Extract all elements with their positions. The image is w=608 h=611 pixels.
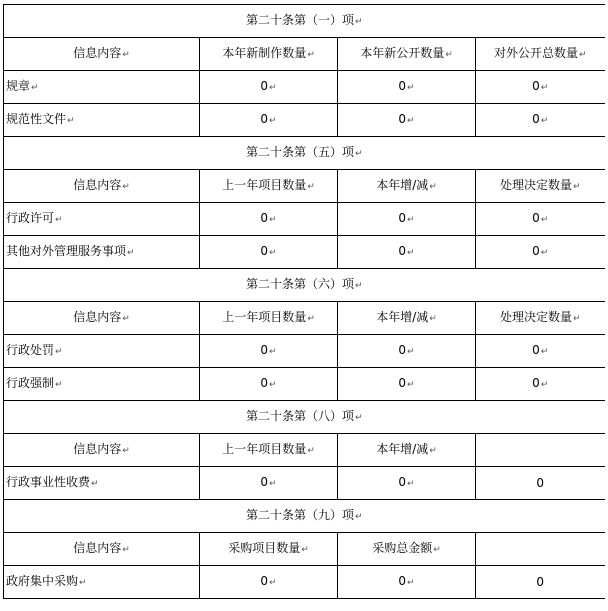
column-header bbox=[200, 533, 338, 566]
table-row bbox=[4, 104, 605, 137]
paragraph-mark-icon: ↵ bbox=[407, 380, 415, 390]
paragraph-mark-icon: ↵ bbox=[407, 83, 415, 93]
column-header bbox=[4, 302, 200, 335]
paragraph-mark-icon: ↵ bbox=[79, 578, 87, 588]
column-header-text: 处理决定数量 bbox=[499, 310, 572, 324]
paragraph-mark-icon: ↵ bbox=[269, 83, 277, 93]
paragraph-mark-icon: ↵ bbox=[578, 50, 587, 60]
paragraph-mark-icon: ↵ bbox=[354, 281, 363, 291]
paragraph-mark-icon: ↵ bbox=[407, 116, 415, 126]
paragraph-mark-icon: ↵ bbox=[540, 248, 549, 258]
column-header bbox=[200, 302, 338, 335]
cell-value bbox=[200, 566, 338, 599]
paragraph-mark-icon: ↵ bbox=[407, 347, 415, 357]
cell-value-text: 0 bbox=[532, 376, 540, 390]
column-header-text: 本年新公开数量 bbox=[360, 46, 445, 60]
section-title-row bbox=[4, 500, 605, 533]
row-label bbox=[4, 71, 200, 104]
cell-value-text: 0 bbox=[398, 376, 407, 390]
table-row bbox=[4, 335, 605, 368]
row-label bbox=[4, 236, 200, 269]
paragraph-mark-icon: ↵ bbox=[354, 413, 363, 423]
cell-value-text: 0 bbox=[260, 343, 269, 357]
cell-value bbox=[200, 236, 338, 269]
paragraph-mark-icon: ↵ bbox=[307, 314, 315, 324]
paragraph-mark-icon: ↵ bbox=[122, 314, 130, 324]
column-header-text: 本年增/减 bbox=[376, 442, 429, 456]
disclosure-document bbox=[3, 4, 605, 599]
paragraph-mark-icon: ↵ bbox=[307, 182, 315, 192]
column-header bbox=[476, 533, 605, 566]
table-row bbox=[4, 467, 605, 500]
column-header bbox=[200, 38, 338, 71]
paragraph-mark-icon: ↵ bbox=[540, 215, 549, 225]
row-label-text: 规范性文件 bbox=[6, 112, 67, 126]
paragraph-mark-icon: ↵ bbox=[301, 545, 309, 555]
section-title-row bbox=[4, 137, 605, 170]
column-header-text: 本年增/减 bbox=[376, 310, 429, 324]
paragraph-mark-icon: ↵ bbox=[127, 248, 135, 258]
column-header bbox=[338, 38, 476, 71]
column-header-text: 信息内容 bbox=[73, 178, 122, 192]
cell-value-text: 0 bbox=[536, 575, 545, 589]
paragraph-mark-icon: ↵ bbox=[122, 182, 130, 192]
section-title bbox=[4, 500, 605, 533]
section-title bbox=[4, 137, 605, 170]
paragraph-mark-icon: ↵ bbox=[269, 578, 277, 588]
table-row bbox=[4, 566, 605, 599]
paragraph-mark-icon: ↵ bbox=[572, 314, 581, 324]
column-header-text: 信息内容 bbox=[73, 541, 122, 555]
paragraph-mark-icon: ↵ bbox=[307, 446, 315, 456]
table-row bbox=[4, 368, 605, 401]
column-header-row bbox=[4, 38, 605, 71]
row-label-text: 其他对外管理服务事项 bbox=[6, 244, 127, 258]
paragraph-mark-icon: ↵ bbox=[540, 380, 549, 390]
column-header bbox=[4, 38, 200, 71]
cell-value-text: 0 bbox=[260, 376, 269, 390]
column-header bbox=[476, 302, 605, 335]
paragraph-mark-icon: ↵ bbox=[445, 50, 453, 60]
paragraph-mark-icon: ↵ bbox=[407, 578, 415, 588]
column-header-row bbox=[4, 302, 605, 335]
paragraph-mark-icon: ↵ bbox=[540, 83, 549, 93]
row-label bbox=[4, 368, 200, 401]
section-title-text: 第二十条第（六）项 bbox=[245, 277, 354, 291]
table-row bbox=[4, 236, 605, 269]
column-header-row bbox=[4, 434, 605, 467]
cell-value bbox=[338, 467, 476, 500]
paragraph-mark-icon: ↵ bbox=[433, 545, 441, 555]
paragraph-mark-icon: ↵ bbox=[572, 182, 581, 192]
cell-value-text: 0 bbox=[532, 343, 540, 357]
cell-value bbox=[338, 335, 476, 368]
section-title bbox=[4, 269, 605, 302]
column-header bbox=[476, 170, 605, 203]
paragraph-mark-icon: ↵ bbox=[354, 149, 363, 159]
paragraph-mark-icon: ↵ bbox=[407, 479, 415, 489]
column-header bbox=[338, 434, 476, 467]
column-header bbox=[4, 170, 200, 203]
row-label bbox=[4, 203, 200, 236]
cell-value bbox=[476, 203, 605, 236]
cell-value-text: 0 bbox=[398, 244, 407, 258]
cell-value bbox=[476, 236, 605, 269]
section-title bbox=[4, 401, 605, 434]
paragraph-mark-icon: ↵ bbox=[269, 248, 277, 258]
row-label-text: 政府集中采购 bbox=[6, 574, 79, 588]
cell-value-text: 0 bbox=[398, 211, 407, 225]
cell-value bbox=[476, 467, 605, 500]
paragraph-mark-icon: ↵ bbox=[122, 446, 130, 456]
cell-value bbox=[200, 368, 338, 401]
paragraph-mark-icon: ↵ bbox=[540, 347, 549, 357]
cell-value-text: 0 bbox=[532, 112, 540, 126]
cell-value-text: 0 bbox=[260, 112, 269, 126]
column-header-text: 本年增/减 bbox=[376, 178, 429, 192]
paragraph-mark-icon: ↵ bbox=[407, 248, 415, 258]
cell-value bbox=[338, 71, 476, 104]
row-label-text: 行政事业性收费 bbox=[6, 475, 91, 489]
paragraph-mark-icon: ↵ bbox=[429, 314, 437, 324]
cell-value-text: 0 bbox=[532, 79, 540, 93]
section-title-row bbox=[4, 401, 605, 434]
column-header-text: 上一年项目数量 bbox=[222, 442, 307, 456]
column-header-text: 本年新制作数量 bbox=[222, 46, 307, 60]
paragraph-mark-icon: ↵ bbox=[269, 380, 277, 390]
cell-value bbox=[200, 104, 338, 137]
section-title-text: 第二十条第（五）项 bbox=[245, 145, 354, 159]
column-header bbox=[476, 434, 605, 467]
cell-value bbox=[476, 566, 605, 599]
cell-value bbox=[200, 467, 338, 500]
column-header bbox=[200, 434, 338, 467]
paragraph-mark-icon: ↵ bbox=[31, 83, 39, 93]
paragraph-mark-icon: ↵ bbox=[429, 446, 437, 456]
column-header-text: 信息内容 bbox=[73, 442, 122, 456]
cell-value-text: 0 bbox=[398, 112, 407, 126]
row-label bbox=[4, 335, 200, 368]
cell-value-text: 0 bbox=[260, 79, 269, 93]
cell-value bbox=[476, 71, 605, 104]
column-header-text: 处理决定数量 bbox=[499, 178, 572, 192]
row-label-text: 行政强制 bbox=[6, 376, 55, 390]
paragraph-mark-icon: ↵ bbox=[269, 116, 277, 126]
column-header bbox=[476, 38, 605, 71]
column-header-text: 采购项目数量 bbox=[228, 541, 301, 555]
column-header-text: 对外公开总数量 bbox=[493, 46, 578, 60]
cell-value bbox=[476, 368, 605, 401]
column-header-text: 信息内容 bbox=[73, 310, 122, 324]
column-header bbox=[4, 434, 200, 467]
paragraph-mark-icon: ↵ bbox=[407, 215, 415, 225]
cell-value-text: 0 bbox=[398, 574, 407, 588]
cell-value-text: 0 bbox=[398, 79, 407, 93]
cell-value bbox=[338, 368, 476, 401]
cell-value bbox=[200, 203, 338, 236]
column-header bbox=[4, 533, 200, 566]
section-title-text: 第二十条第（一）项 bbox=[245, 13, 354, 27]
table-row bbox=[4, 203, 605, 236]
cell-value-text: 0 bbox=[398, 475, 407, 489]
column-header bbox=[338, 533, 476, 566]
cell-value bbox=[200, 335, 338, 368]
row-label-text: 行政许可 bbox=[6, 211, 55, 225]
column-header-text: 采购总金额 bbox=[372, 541, 433, 555]
column-header bbox=[338, 302, 476, 335]
column-header-row bbox=[4, 170, 605, 203]
column-header-text: 上一年项目数量 bbox=[222, 310, 307, 324]
cell-value bbox=[338, 203, 476, 236]
cell-value-text: 0 bbox=[532, 244, 540, 258]
paragraph-mark-icon: ↵ bbox=[55, 215, 63, 225]
cell-value bbox=[476, 104, 605, 137]
paragraph-mark-icon: ↵ bbox=[429, 182, 437, 192]
section-title bbox=[4, 5, 605, 38]
cell-value-text: 0 bbox=[260, 211, 269, 225]
section-title-text: 第二十条第（九）项 bbox=[245, 508, 354, 522]
cell-value-text: 0 bbox=[536, 476, 545, 490]
column-header-text: 信息内容 bbox=[73, 46, 122, 60]
paragraph-mark-icon: ↵ bbox=[67, 116, 75, 126]
paragraph-mark-icon: ↵ bbox=[540, 116, 549, 126]
row-label-text: 规章 bbox=[6, 79, 31, 93]
paragraph-mark-icon: ↵ bbox=[91, 479, 99, 489]
paragraph-mark-icon: ↵ bbox=[55, 380, 63, 390]
cell-value bbox=[338, 236, 476, 269]
cell-value-text: 0 bbox=[260, 475, 269, 489]
table-row bbox=[4, 71, 605, 104]
section-title-row bbox=[4, 5, 605, 38]
paragraph-mark-icon: ↵ bbox=[307, 50, 315, 60]
column-header-row bbox=[4, 533, 605, 566]
paragraph-mark-icon: ↵ bbox=[122, 50, 130, 60]
row-label bbox=[4, 467, 200, 500]
paragraph-mark-icon: ↵ bbox=[354, 512, 363, 522]
column-header-text: 上一年项目数量 bbox=[222, 178, 307, 192]
disclosure-table bbox=[3, 4, 605, 599]
cell-value bbox=[200, 71, 338, 104]
cell-value bbox=[338, 566, 476, 599]
row-label-text: 行政处罚 bbox=[6, 343, 55, 357]
cell-value-text: 0 bbox=[398, 343, 407, 357]
row-label bbox=[4, 566, 200, 599]
paragraph-mark-icon: ↵ bbox=[269, 479, 277, 489]
paragraph-mark-icon: ↵ bbox=[354, 17, 363, 27]
paragraph-mark-icon: ↵ bbox=[122, 545, 130, 555]
column-header bbox=[338, 170, 476, 203]
cell-value bbox=[476, 335, 605, 368]
paragraph-mark-icon: ↵ bbox=[269, 215, 277, 225]
cell-value bbox=[338, 104, 476, 137]
paragraph-mark-icon: ↵ bbox=[55, 347, 63, 357]
cell-value-text: 0 bbox=[260, 574, 269, 588]
cell-value-text: 0 bbox=[532, 211, 540, 225]
paragraph-mark-icon: ↵ bbox=[269, 347, 277, 357]
column-header bbox=[200, 170, 338, 203]
section-title-row bbox=[4, 269, 605, 302]
section-title-text: 第二十条第（八）项 bbox=[245, 409, 354, 423]
row-label bbox=[4, 104, 200, 137]
cell-value-text: 0 bbox=[260, 244, 269, 258]
